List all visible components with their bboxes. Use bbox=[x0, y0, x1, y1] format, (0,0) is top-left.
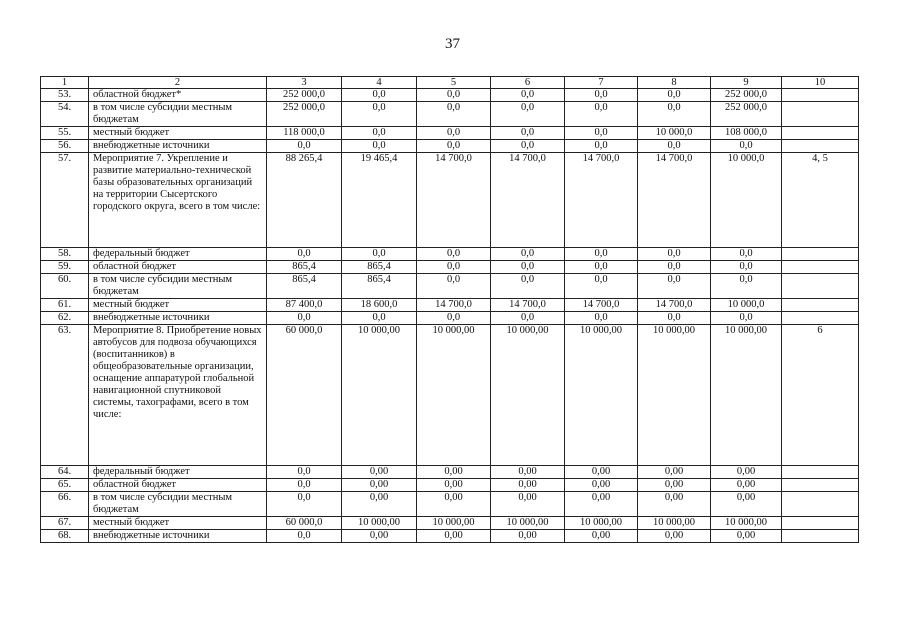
amount-cell: 87 400,0 bbox=[267, 299, 342, 312]
amount-cell: 0,0 bbox=[638, 261, 711, 274]
row-description: федеральный бюджет bbox=[89, 248, 267, 261]
row-description: областной бюджет bbox=[89, 479, 267, 492]
amount-cell: 0,0 bbox=[638, 140, 711, 153]
row-description: внебюджетные источники bbox=[89, 140, 267, 153]
amount-cell: 865,4 bbox=[267, 274, 342, 299]
amount-cell: 0,0 bbox=[491, 102, 565, 127]
table-row bbox=[41, 479, 859, 492]
amount-cell: 252 000,0 bbox=[267, 89, 342, 102]
table-row bbox=[41, 299, 859, 312]
amount-cell: 0,0 bbox=[417, 274, 491, 299]
amount-cell: 0,00 bbox=[638, 466, 711, 479]
amount-cell: 118 000,0 bbox=[267, 127, 342, 140]
amount-cell: 0,00 bbox=[711, 492, 782, 517]
amount-cell: 0,00 bbox=[491, 530, 565, 543]
table-row bbox=[41, 89, 859, 102]
amount-cell: 0,0 bbox=[417, 140, 491, 153]
row-number: 65. bbox=[41, 479, 89, 492]
amount-cell: 10 000,00 bbox=[638, 517, 711, 530]
header-cell: 2 bbox=[89, 77, 267, 89]
row-number: 53. bbox=[41, 89, 89, 102]
amount-cell: 0,0 bbox=[342, 102, 417, 127]
target-indicator-cell bbox=[782, 517, 859, 530]
amount-cell: 0,0 bbox=[565, 140, 638, 153]
amount-cell: 0,00 bbox=[565, 492, 638, 517]
amount-cell: 10 000,00 bbox=[565, 325, 638, 466]
header-cell: 10 bbox=[782, 77, 859, 89]
target-indicator-cell bbox=[782, 492, 859, 517]
amount-cell: 0,0 bbox=[491, 89, 565, 102]
table-row bbox=[41, 492, 859, 517]
amount-cell: 0,0 bbox=[638, 274, 711, 299]
amount-cell: 0,00 bbox=[711, 466, 782, 479]
target-indicator-cell bbox=[782, 530, 859, 543]
table-row bbox=[41, 530, 859, 543]
amount-cell: 0,0 bbox=[565, 127, 638, 140]
amount-cell: 10 000,0 bbox=[711, 299, 782, 312]
amount-cell: 0,0 bbox=[417, 261, 491, 274]
row-description: областной бюджет* bbox=[89, 89, 267, 102]
budget-table bbox=[40, 76, 859, 543]
amount-cell: 865,4 bbox=[267, 261, 342, 274]
amount-cell: 0,0 bbox=[267, 492, 342, 517]
amount-cell: 60 000,0 bbox=[267, 517, 342, 530]
amount-cell: 865,4 bbox=[342, 261, 417, 274]
header-cell: 1 bbox=[41, 77, 89, 89]
target-indicator-cell bbox=[782, 89, 859, 102]
amount-cell: 865,4 bbox=[342, 274, 417, 299]
row-number: 56. bbox=[41, 140, 89, 153]
row-number: 57. bbox=[41, 153, 89, 248]
table-row bbox=[41, 325, 859, 466]
amount-cell: 0,00 bbox=[565, 479, 638, 492]
amount-cell: 0,00 bbox=[491, 492, 565, 517]
row-description: в том числе субсидии местным бюджетам bbox=[89, 492, 267, 517]
amount-cell: 0,0 bbox=[565, 261, 638, 274]
target-indicator-cell bbox=[782, 479, 859, 492]
table-row bbox=[41, 312, 859, 325]
amount-cell: 0,0 bbox=[491, 274, 565, 299]
row-number: 66. bbox=[41, 492, 89, 517]
amount-cell: 0,00 bbox=[417, 530, 491, 543]
amount-cell: 0,0 bbox=[565, 312, 638, 325]
amount-cell: 0,0 bbox=[711, 248, 782, 261]
amount-cell: 0,0 bbox=[342, 312, 417, 325]
header-cell: 6 bbox=[491, 77, 565, 89]
amount-cell: 0,0 bbox=[565, 89, 638, 102]
target-indicator-cell bbox=[782, 140, 859, 153]
amount-cell: 0,0 bbox=[417, 248, 491, 261]
amount-cell: 10 000,0 bbox=[711, 153, 782, 248]
amount-cell: 10 000,0 bbox=[638, 127, 711, 140]
amount-cell: 0,0 bbox=[267, 140, 342, 153]
amount-cell: 0,0 bbox=[417, 127, 491, 140]
row-description: федеральный бюджет bbox=[89, 466, 267, 479]
amount-cell: 10 000,00 bbox=[711, 517, 782, 530]
amount-cell: 10 000,00 bbox=[342, 517, 417, 530]
amount-cell: 252 000,0 bbox=[267, 102, 342, 127]
amount-cell: 108 000,0 bbox=[711, 127, 782, 140]
header-cell: 5 bbox=[417, 77, 491, 89]
amount-cell: 0,00 bbox=[565, 530, 638, 543]
amount-cell: 0,0 bbox=[491, 127, 565, 140]
table-row bbox=[41, 517, 859, 530]
target-indicator-cell bbox=[782, 274, 859, 299]
table-row bbox=[41, 466, 859, 479]
amount-cell: 10 000,00 bbox=[711, 325, 782, 466]
target-indicator-cell bbox=[782, 261, 859, 274]
amount-cell: 14 700,0 bbox=[565, 299, 638, 312]
amount-cell: 0,0 bbox=[491, 140, 565, 153]
amount-cell: 0,0 bbox=[267, 479, 342, 492]
amount-cell: 60 000,0 bbox=[267, 325, 342, 466]
amount-cell: 0,0 bbox=[342, 89, 417, 102]
amount-cell: 0,0 bbox=[565, 102, 638, 127]
amount-cell: 14 700,0 bbox=[491, 299, 565, 312]
amount-cell: 0,0 bbox=[711, 312, 782, 325]
amount-cell: 14 700,0 bbox=[565, 153, 638, 248]
header-cell: 8 bbox=[638, 77, 711, 89]
amount-cell: 10 000,00 bbox=[491, 325, 565, 466]
amount-cell: 0,00 bbox=[638, 492, 711, 517]
amount-cell: 0,0 bbox=[342, 140, 417, 153]
amount-cell: 0,00 bbox=[711, 479, 782, 492]
table-row bbox=[41, 274, 859, 299]
amount-cell: 10 000,00 bbox=[491, 517, 565, 530]
table-row bbox=[41, 153, 859, 248]
amount-cell: 14 700,0 bbox=[417, 299, 491, 312]
amount-cell: 0,0 bbox=[417, 102, 491, 127]
row-number: 62. bbox=[41, 312, 89, 325]
amount-cell: 0,0 bbox=[711, 261, 782, 274]
row-description: местный бюджет bbox=[89, 517, 267, 530]
amount-cell: 14 700,0 bbox=[417, 153, 491, 248]
table-row bbox=[41, 248, 859, 261]
amount-cell: 0,0 bbox=[491, 312, 565, 325]
row-number: 64. bbox=[41, 466, 89, 479]
amount-cell: 0,0 bbox=[711, 140, 782, 153]
target-indicator-cell bbox=[782, 102, 859, 127]
row-number: 55. bbox=[41, 127, 89, 140]
amount-cell: 0,00 bbox=[342, 466, 417, 479]
amount-cell: 0,0 bbox=[638, 89, 711, 102]
amount-cell: 0,0 bbox=[638, 248, 711, 261]
row-description: Мероприятие 7. Укрепление и развитие материально-технической базы образовательных организаций на территории Сысертского городского округа, всего в том числе: bbox=[89, 153, 267, 248]
table-row bbox=[41, 261, 859, 274]
amount-cell: 252 000,0 bbox=[711, 89, 782, 102]
row-description: в том числе субсидии местным бюджетам bbox=[89, 274, 267, 299]
target-indicator-cell bbox=[782, 299, 859, 312]
amount-cell: 18 600,0 bbox=[342, 299, 417, 312]
header-cell: 3 bbox=[267, 77, 342, 89]
amount-cell: 0,00 bbox=[417, 492, 491, 517]
target-indicator-cell: 6 bbox=[782, 325, 859, 466]
row-description: Мероприятие 8. Приобретение новых автобусов для подвоза обучающихся (воспитанников) в общеобразовательные организации, оснащение аппаратурой глобальной навигационной спутниковой системы, тахографами, всего в том числе: bbox=[89, 325, 267, 466]
header-cell: 7 bbox=[565, 77, 638, 89]
row-number: 63. bbox=[41, 325, 89, 466]
target-indicator-cell bbox=[782, 466, 859, 479]
table-row bbox=[41, 127, 859, 140]
row-number: 61. bbox=[41, 299, 89, 312]
amount-cell: 0,00 bbox=[638, 479, 711, 492]
amount-cell: 0,0 bbox=[417, 89, 491, 102]
amount-cell: 0,0 bbox=[342, 248, 417, 261]
amount-cell: 0,0 bbox=[267, 466, 342, 479]
amount-cell: 14 700,0 bbox=[638, 153, 711, 248]
amount-cell: 0,0 bbox=[711, 274, 782, 299]
amount-cell: 0,0 bbox=[565, 248, 638, 261]
amount-cell: 14 700,0 bbox=[491, 153, 565, 248]
amount-cell: 14 700,0 bbox=[638, 299, 711, 312]
row-description: местный бюджет bbox=[89, 127, 267, 140]
amount-cell: 88 265,4 bbox=[267, 153, 342, 248]
amount-cell: 0,0 bbox=[491, 261, 565, 274]
row-number: 67. bbox=[41, 517, 89, 530]
row-number: 60. bbox=[41, 274, 89, 299]
target-indicator-cell bbox=[782, 127, 859, 140]
target-indicator-cell bbox=[782, 248, 859, 261]
row-number: 68. bbox=[41, 530, 89, 543]
amount-cell: 19 465,4 bbox=[342, 153, 417, 248]
amount-cell: 10 000,00 bbox=[417, 517, 491, 530]
header-row bbox=[41, 77, 859, 89]
target-indicator-cell bbox=[782, 312, 859, 325]
header-cell: 4 bbox=[342, 77, 417, 89]
amount-cell: 0,0 bbox=[491, 248, 565, 261]
target-indicator-cell: 4, 5 bbox=[782, 153, 859, 248]
amount-cell: 0,00 bbox=[711, 530, 782, 543]
amount-cell: 0,00 bbox=[342, 492, 417, 517]
row-number: 59. bbox=[41, 261, 89, 274]
amount-cell: 0,0 bbox=[342, 127, 417, 140]
amount-cell: 0,0 bbox=[638, 102, 711, 127]
amount-cell: 10 000,00 bbox=[417, 325, 491, 466]
row-number: 54. bbox=[41, 102, 89, 127]
amount-cell: 0,00 bbox=[417, 466, 491, 479]
amount-cell: 0,0 bbox=[267, 312, 342, 325]
amount-cell: 10 000,00 bbox=[638, 325, 711, 466]
amount-cell: 0,0 bbox=[565, 274, 638, 299]
row-description: в том числе субсидии местным бюджетам bbox=[89, 102, 267, 127]
amount-cell: 0,00 bbox=[342, 479, 417, 492]
amount-cell: 0,00 bbox=[491, 479, 565, 492]
amount-cell: 10 000,00 bbox=[565, 517, 638, 530]
table-row bbox=[41, 140, 859, 153]
amount-cell: 0,0 bbox=[417, 312, 491, 325]
amount-cell: 0,00 bbox=[342, 530, 417, 543]
amount-cell: 10 000,00 bbox=[342, 325, 417, 466]
row-description: местный бюджет bbox=[89, 299, 267, 312]
amount-cell: 0,00 bbox=[638, 530, 711, 543]
row-description: областной бюджет bbox=[89, 261, 267, 274]
amount-cell: 0,0 bbox=[638, 312, 711, 325]
table-row bbox=[41, 102, 859, 127]
amount-cell: 0,00 bbox=[491, 466, 565, 479]
row-number: 58. bbox=[41, 248, 89, 261]
amount-cell: 0,00 bbox=[565, 466, 638, 479]
row-description: внебюджетные источники bbox=[89, 312, 267, 325]
amount-cell: 252 000,0 bbox=[711, 102, 782, 127]
page-number: 37 bbox=[445, 36, 460, 52]
row-description: внебюджетные источники bbox=[89, 530, 267, 543]
amount-cell: 0,0 bbox=[267, 530, 342, 543]
amount-cell: 0,0 bbox=[267, 248, 342, 261]
header-cell: 9 bbox=[711, 77, 782, 89]
amount-cell: 0,00 bbox=[417, 479, 491, 492]
